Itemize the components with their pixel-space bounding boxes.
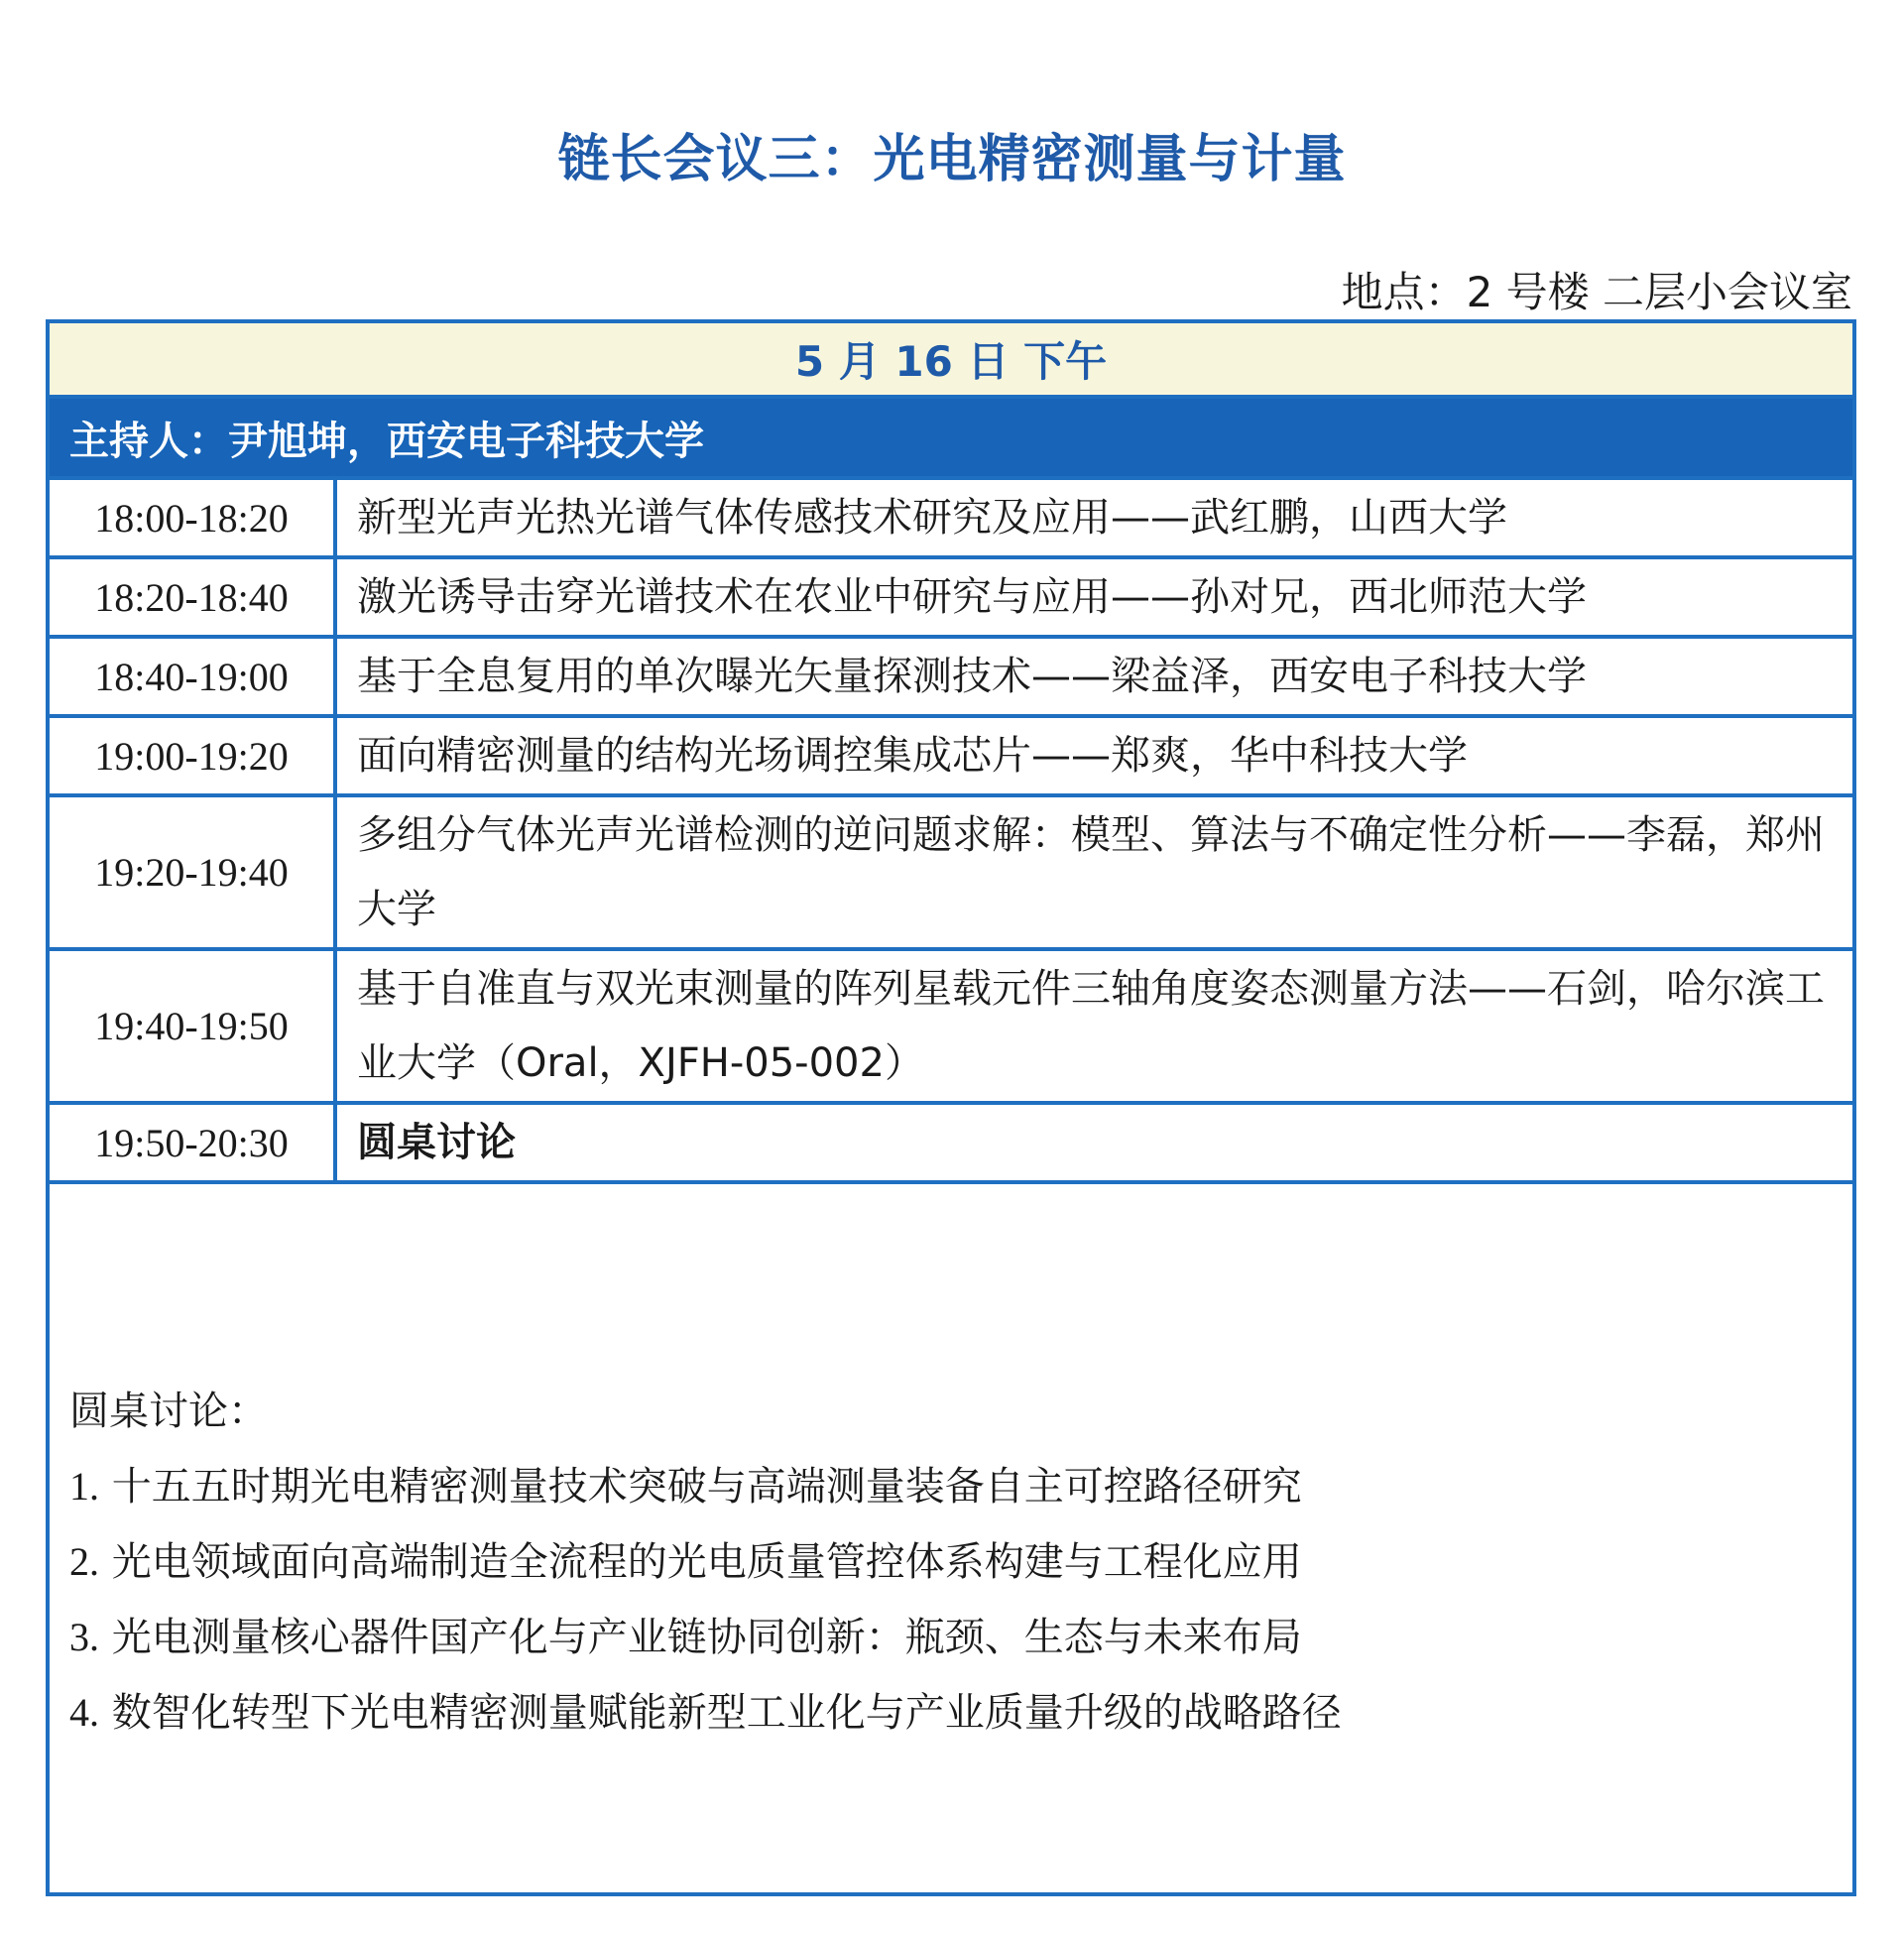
schedule-row — [50, 639, 1852, 718]
schedule-row — [50, 1105, 1852, 1184]
discussion-heading: 圆桌讨论： — [69, 1389, 268, 1434]
discussion-item-number: 2. — [69, 1539, 99, 1584]
discussion-item-number: 1. — [69, 1464, 99, 1509]
schedule-row — [50, 480, 1852, 559]
discussion-item-number: 3. — [69, 1615, 99, 1659]
date-header: 5 月 16 日 下午 — [50, 323, 1852, 399]
session-talk: 激光诱导击穿光谱技术在农业中研究与应用——孙对兄，西北师范大学 — [357, 573, 1587, 620]
discussion-section — [69, 1375, 1342, 1751]
session-time: 18:40-19:00 — [50, 639, 337, 714]
page-title: 链长会议三：光电精密测量与计量 — [557, 130, 1347, 189]
schedule-row — [50, 718, 1852, 797]
discussion-item-number: 4. — [69, 1690, 99, 1735]
discussion-item — [69, 1524, 1342, 1600]
schedule-row — [50, 559, 1852, 639]
session-talk: 圆桌讨论 — [357, 1119, 516, 1165]
discussion-item-text: 十五五时期光电精密测量技术突破与高端测量装备自主可控路径研究 — [111, 1464, 1302, 1510]
session-time: 18:20-18:40 — [50, 559, 337, 635]
schedule-panel — [46, 319, 1856, 1896]
session-talk: 多组分气体光声光谱检测的逆问题求解：模型、算法与不确定性分析——李磊，郑州大学 — [357, 811, 1825, 932]
discussion-item-text: 光电领域面向高端制造全流程的光电质量管控体系构建与工程化应用 — [111, 1539, 1302, 1585]
schedule-row — [50, 951, 1852, 1105]
session-talk: 基于全息复用的单次曝光矢量探测技术——梁益泽，西安电子科技大学 — [357, 653, 1587, 699]
session-time: 19:20-19:40 — [50, 797, 337, 947]
session-time: 19:00-19:20 — [50, 718, 337, 793]
discussion-item — [69, 1600, 1342, 1675]
discussion-item — [69, 1449, 1342, 1524]
host-header: 主持人：尹旭坤，西安电子科技大学 — [50, 399, 1852, 480]
discussion-item — [69, 1675, 1342, 1751]
session-talk: 面向精密测量的结构光场调控集成芯片——郑爽，华中科技大学 — [357, 732, 1468, 779]
session-talk: 新型光声光热光谱气体传感技术研究及应用——武红鹏，山西大学 — [357, 494, 1507, 541]
session-talk: 基于自准直与双光束测量的阵列星载元件三轴角度姿态测量方法——石剑，哈尔滨工业大学（Oral，XJFH-05-002） — [357, 965, 1825, 1086]
session-time: 19:40-19:50 — [50, 951, 337, 1101]
location-label: 地点：2 号楼 二层小会议室 — [1341, 268, 1852, 316]
session-time: 19:50-20:30 — [50, 1105, 337, 1180]
discussion-item-text: 数智化转型下光电精密测量赋能新型工业化与产业质量升级的战略路径 — [111, 1690, 1342, 1736]
session-time: 18:00-18:20 — [50, 480, 337, 555]
discussion-item-text: 光电测量核心器件国产化与产业链协同创新：瓶颈、生态与未来布局 — [111, 1615, 1302, 1660]
schedule-row — [50, 797, 1852, 951]
